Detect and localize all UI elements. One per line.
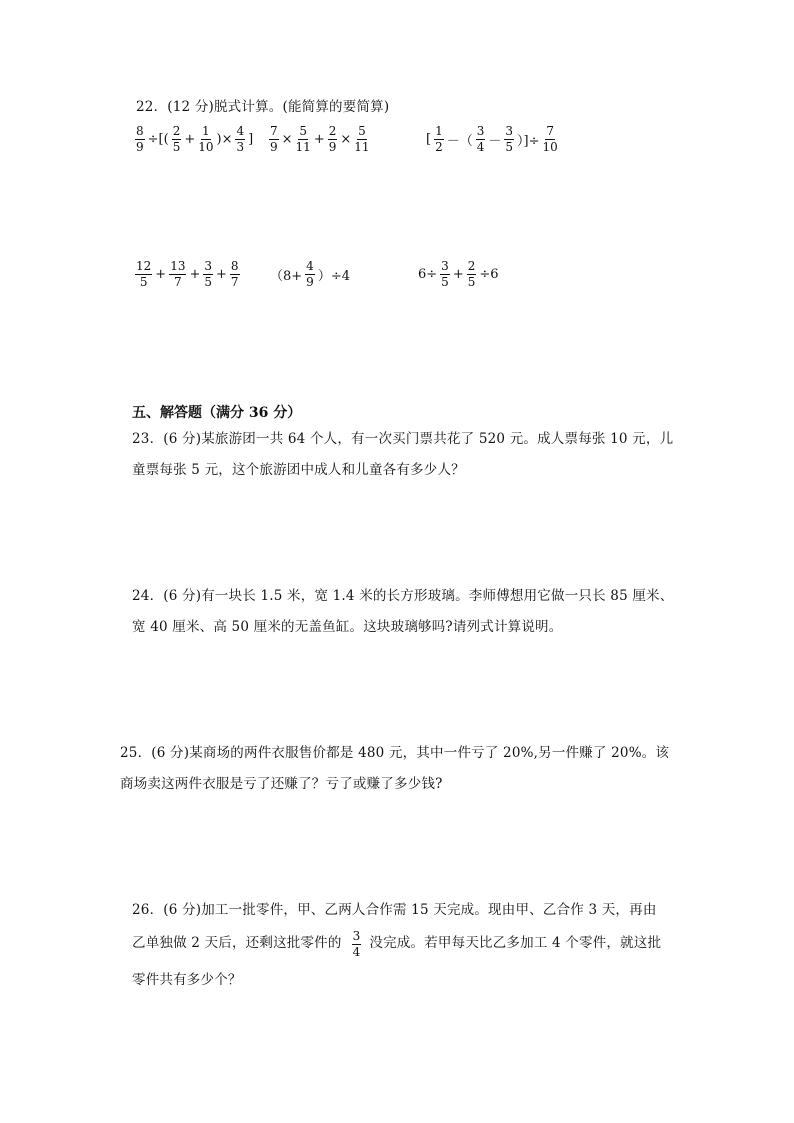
q26-line-1: 26．(6 分)加工一批零件，甲、乙两人合作需 15 天完成。现由甲、乙合作 3 天，再由 [132, 902, 657, 918]
q22-expr-3: [ $\frac{1}{2}$ －（ $\frac{3}{4}$ － $\frac{3}{5}$ ）]÷ $\frac{7}{10}$ [426, 124, 558, 154]
fraction: $\frac{7}{10}$ [542, 124, 558, 154]
q22-expr-5: （8+ $\frac{4}{9}$ ）÷4 [270, 259, 350, 289]
fraction: $\frac{5}{11}$ [295, 124, 311, 154]
fraction: $\frac{2}{5}$ [172, 124, 181, 154]
q22-expr-6: 6÷ $\frac{3}{5}$ + $\frac{2}{5}$ ÷6 [418, 259, 499, 289]
q26-line-2: 乙单独做 2 天后，还剩这批零件的 $\frac{3}{4}$ 没完成。若甲每天比乙多加工 4 个零件，就这批 [132, 929, 662, 959]
fraction: $\frac{12}{5}$ [136, 259, 152, 289]
fraction: $\frac{3}{5}$ [441, 259, 449, 289]
q22-expr-1: $\frac{8}{9}$ ÷[( $\frac{2}{5}$ + $\frac{1}{10}$ )× $\frac{4}{3}$ ] [136, 124, 254, 154]
fraction: $\frac{3}{5}$ [505, 124, 514, 154]
fraction: $\frac{4}{9}$ [306, 259, 314, 289]
fraction: $\frac{3}{4}$ [476, 124, 485, 154]
q24-line-1: 24．(6 分)有一块长 1.5 米，宽 1.4 米的长方形玻璃。李师傅想用它做一只长 85 厘米、 [132, 588, 674, 604]
q23-line-1: 23．(6 分)某旅游团一共 64 个人，有一次买门票共花了 520 元。成人票每张 10 元，儿 [132, 431, 674, 447]
q25-line-1: 25．(6 分)某商场的两件衣服售价都是 480 元，其中一件亏了 20%,另一件赚了 20%。该 [120, 745, 670, 761]
fraction: $\frac{3}{4}$ [352, 929, 361, 959]
fraction: $\frac{2}{5}$ [467, 259, 476, 289]
q22-expr-4: $\frac{12}{5}$ + $\frac{13}{7}$ + $\frac{3}{5}$ + $\frac{8}{7}$ [136, 259, 239, 289]
q26-line-3: 零件共有多少个？ [132, 972, 242, 988]
fraction: $\frac{1}{2}$ [435, 124, 443, 154]
fraction: $\frac{5}{11}$ [354, 124, 370, 154]
fraction: $\frac{4}{3}$ [236, 124, 245, 154]
fraction: $\frac{13}{7}$ [170, 259, 186, 289]
fraction: $\frac{7}{9}$ [270, 124, 278, 154]
q22-expr-2: $\frac{7}{9}$ × $\frac{5}{11}$ + $\frac{2}{9}$ × $\frac{5}{11}$ [270, 124, 370, 154]
section-title: 五、解答题（满分 36 分） [132, 405, 302, 421]
q22-header: 22．(12 分)脱式计算。(能简算的要简算) [136, 99, 390, 115]
fraction: $\frac{1}{10}$ [198, 124, 214, 154]
q25-line-2: 商场卖这两件衣服是亏了还赚了？亏了或赚了多少钱? [120, 776, 443, 792]
fraction: $\frac{2}{9}$ [328, 124, 337, 154]
q24-line-2: 宽 40 厘米、高 50 厘米的无盖鱼缸。这块玻璃够吗?请列式计算说明。 [132, 619, 563, 635]
fraction: $\frac{3}{5}$ [204, 259, 213, 289]
fraction: $\frac{8}{9}$ [136, 124, 144, 154]
fraction: $\frac{8}{7}$ [230, 259, 239, 289]
q23-line-2: 童票每张 5 元，这个旅游团中成人和儿童各有多少人？ [132, 462, 465, 478]
